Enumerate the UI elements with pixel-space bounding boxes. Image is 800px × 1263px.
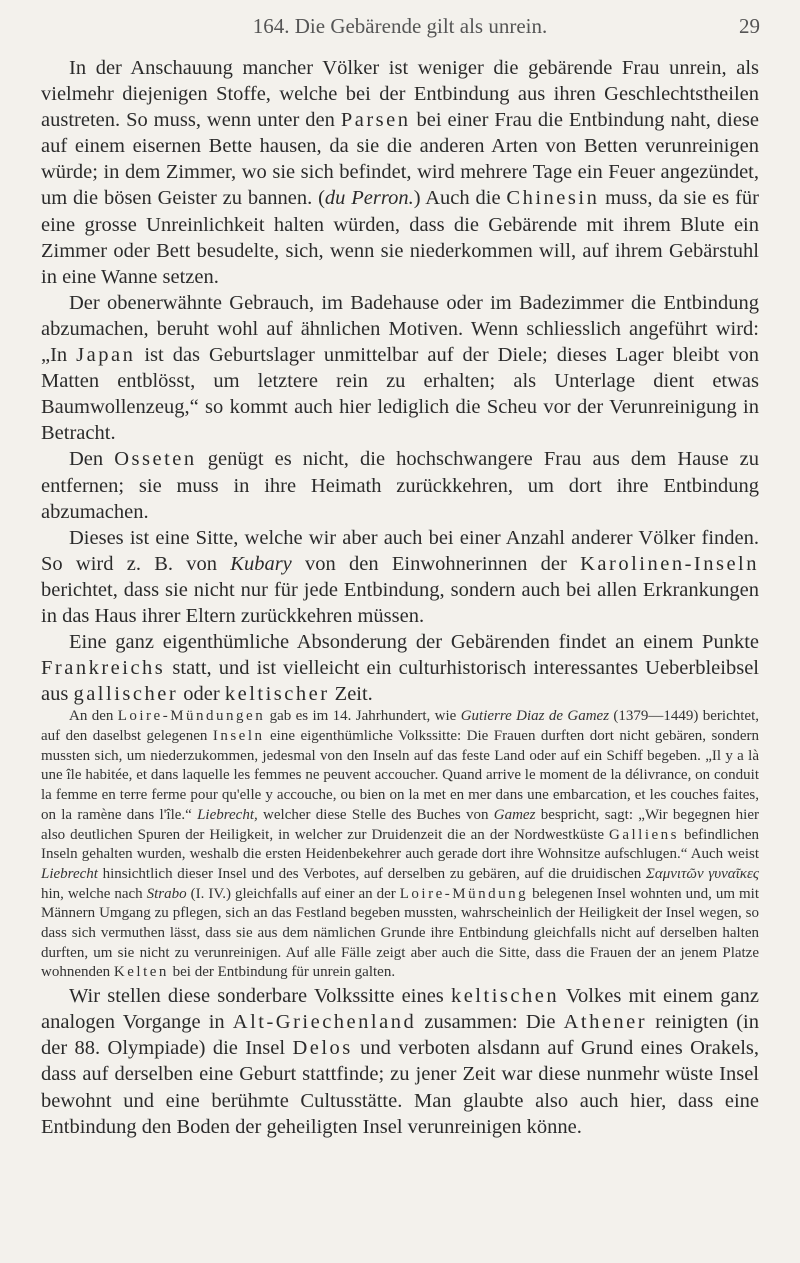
running-title: 164. Die Gebärende gilt als unrein. [252, 14, 548, 38]
page-number: 29 [739, 14, 760, 38]
paragraph-3: Den Osseten genügt es nicht, die hochschwangere Frau aus dem Hause zu entfernen; sie muss in ihre Heimath zurückkehren, um dort ihre Entbindung abzumachen. [41, 448, 759, 523]
paragraph-7: Wir stellen diese sonderbare Volkssitte eines keltischen Volkes mit einem ganz analogen Vorgange in Alt-Griechenland zusammen: Die Athener reinigten (in der 88. Olympiade) die Insel Delos und verboten alsdann auf Grund eines Orakels, dass auf derselben eine Geburt stattfinde; zu jener Zeit war diese nunmehr wüste Insel bewohnt und eine berühmte Cultusstätte. Man glaubte also auch hier, dass eine Entbindung den Boden der geheiligten Insel verunreinigen könne. [41, 985, 759, 1138]
text-body [41, 55, 759, 1140]
paragraph-6-smallprint: An den Loire-Mündungen gab es im 14. Jahrhundert, wie Gutierre Diaz de Gamez (1379—1449) berichtet, auf den daselbst gelegenen Inseln eine eigenthümliche Volkssitte: Die Frauen durften dort nicht gebären, sondern mussten sich, um niederzukommen, jedesmal von den Inseln auf das feste Land oder auf ein Schiff begeben. „Il y a là une île habitée, et dans laquelle les femmes ne peuvent accoucher. Quand arrive le moment de la délivrance, on conduit la femme en terre ferme pour qu'elle y accouche, ou bien on la met en mer dans une embarcation, et les couches faites, on la ramène dans l'île.“ Liebrecht, welcher diese Stelle des Buches von Gamez bespricht, sagt: „Wir begegnen hier also deutlichen Spuren der Heiligkeit, in welcher zur Druidenzeit die an der Nordwestküste Galliens befindlichen Inseln gehalten wurden, weshalb die ersten Heidenbekehrer auch gerade dort ihre Wohnsitze aufschlugen.“ Auch weist Liebrecht hinsichtlich dieser Insel und des Verbotes, auf derselben zu gebären, auf die druidischen Σαμνιτῶν γυναῖκες hin, welche nach Strabo (I. IV.) gleichfalls auf einer an der Loire-Mündung belegenen Insel wohnten und, um mit Männern Umgang zu pflegen, sich an das Festland begeben mussten, wahrscheinlich der Heiligkeit der Insel wegen, so dass sich vermuthen lässt, dass sie aus dem nämlichen Grunde ihre Entbindung gleichfalls nicht auf derselben halten durften, um sie nicht zu verunreinigen. Auf alle Fälle zeigt aber auch die Sitte, dass die Frauen der an jenem Platze wohnenden Kelten bei der Entbindung für unrein galten. [41, 708, 760, 981]
paragraph-5: Eine ganz eigenthümliche Absonderung der Gebärenden findet an einem Punkte Frankreichs statt, und ist vielleicht ein culturhistorisch interessantes Ueberbleibsel aus gallischer oder keltischer Zeit. [41, 631, 759, 706]
running-header [40, 14, 760, 44]
paragraph-1: In der Anschauung mancher Völker ist weniger die gebärende Frau unrein, als vielmehr diejenigen Stoffe, welche bei der Entbindung aus ihren Geschlechtstheilen austreten. So muss, wenn unter den Parsen bei einer Frau die Entbindung naht, diese auf einem eisernen Bette hausen, da sie die anderen Arten von Betten verunreinigen würde; in dem Zimmer, wo sie sich befindet, wird mehrere Tage ein Feuer angezündet, um die bösen Geister zu bannen. (du Perron.) Auch die Chinesin muss, da sie es für eine grosse Unreinlichkeit halten würden, dass die Gebärende mit ihrem Blute ein Zimmer oder Bett besudelte, sich, wenn sie niederkommen will, auf ihrem Gebärstuhl in eine Wanne setzen. [41, 57, 759, 288]
paragraph-4: Dieses ist eine Sitte, welche wir aber auch bei einer Anzahl anderer Völker finden. So wird z. B. von Kubary von den Einwohnerinnen der Karolinen-Inseln berichtet, dass sie nicht nur für jede Entbindung, sondern auch bei allen Erkrankungen in das Haus ihrer Eltern zurückkehren müssen. [41, 526, 759, 627]
paragraph-2: Der obenerwähnte Gebrauch, im Badehause oder im Badezimmer die Entbindung abzumachen, beruht wohl auf ähnlichen Motiven. Wenn schliesslich angeführt wird: „In Japan ist das Geburtslager unmittelbar auf der Diele; dieses Lager bleibt von Matten entblösst, um letztere rein zu erhalten; als Unterlage dient etwas Baumwollenzeug,“ so kommt auch hier lediglich die Scheu vor der Verunreinigung in Betracht. [41, 291, 760, 445]
